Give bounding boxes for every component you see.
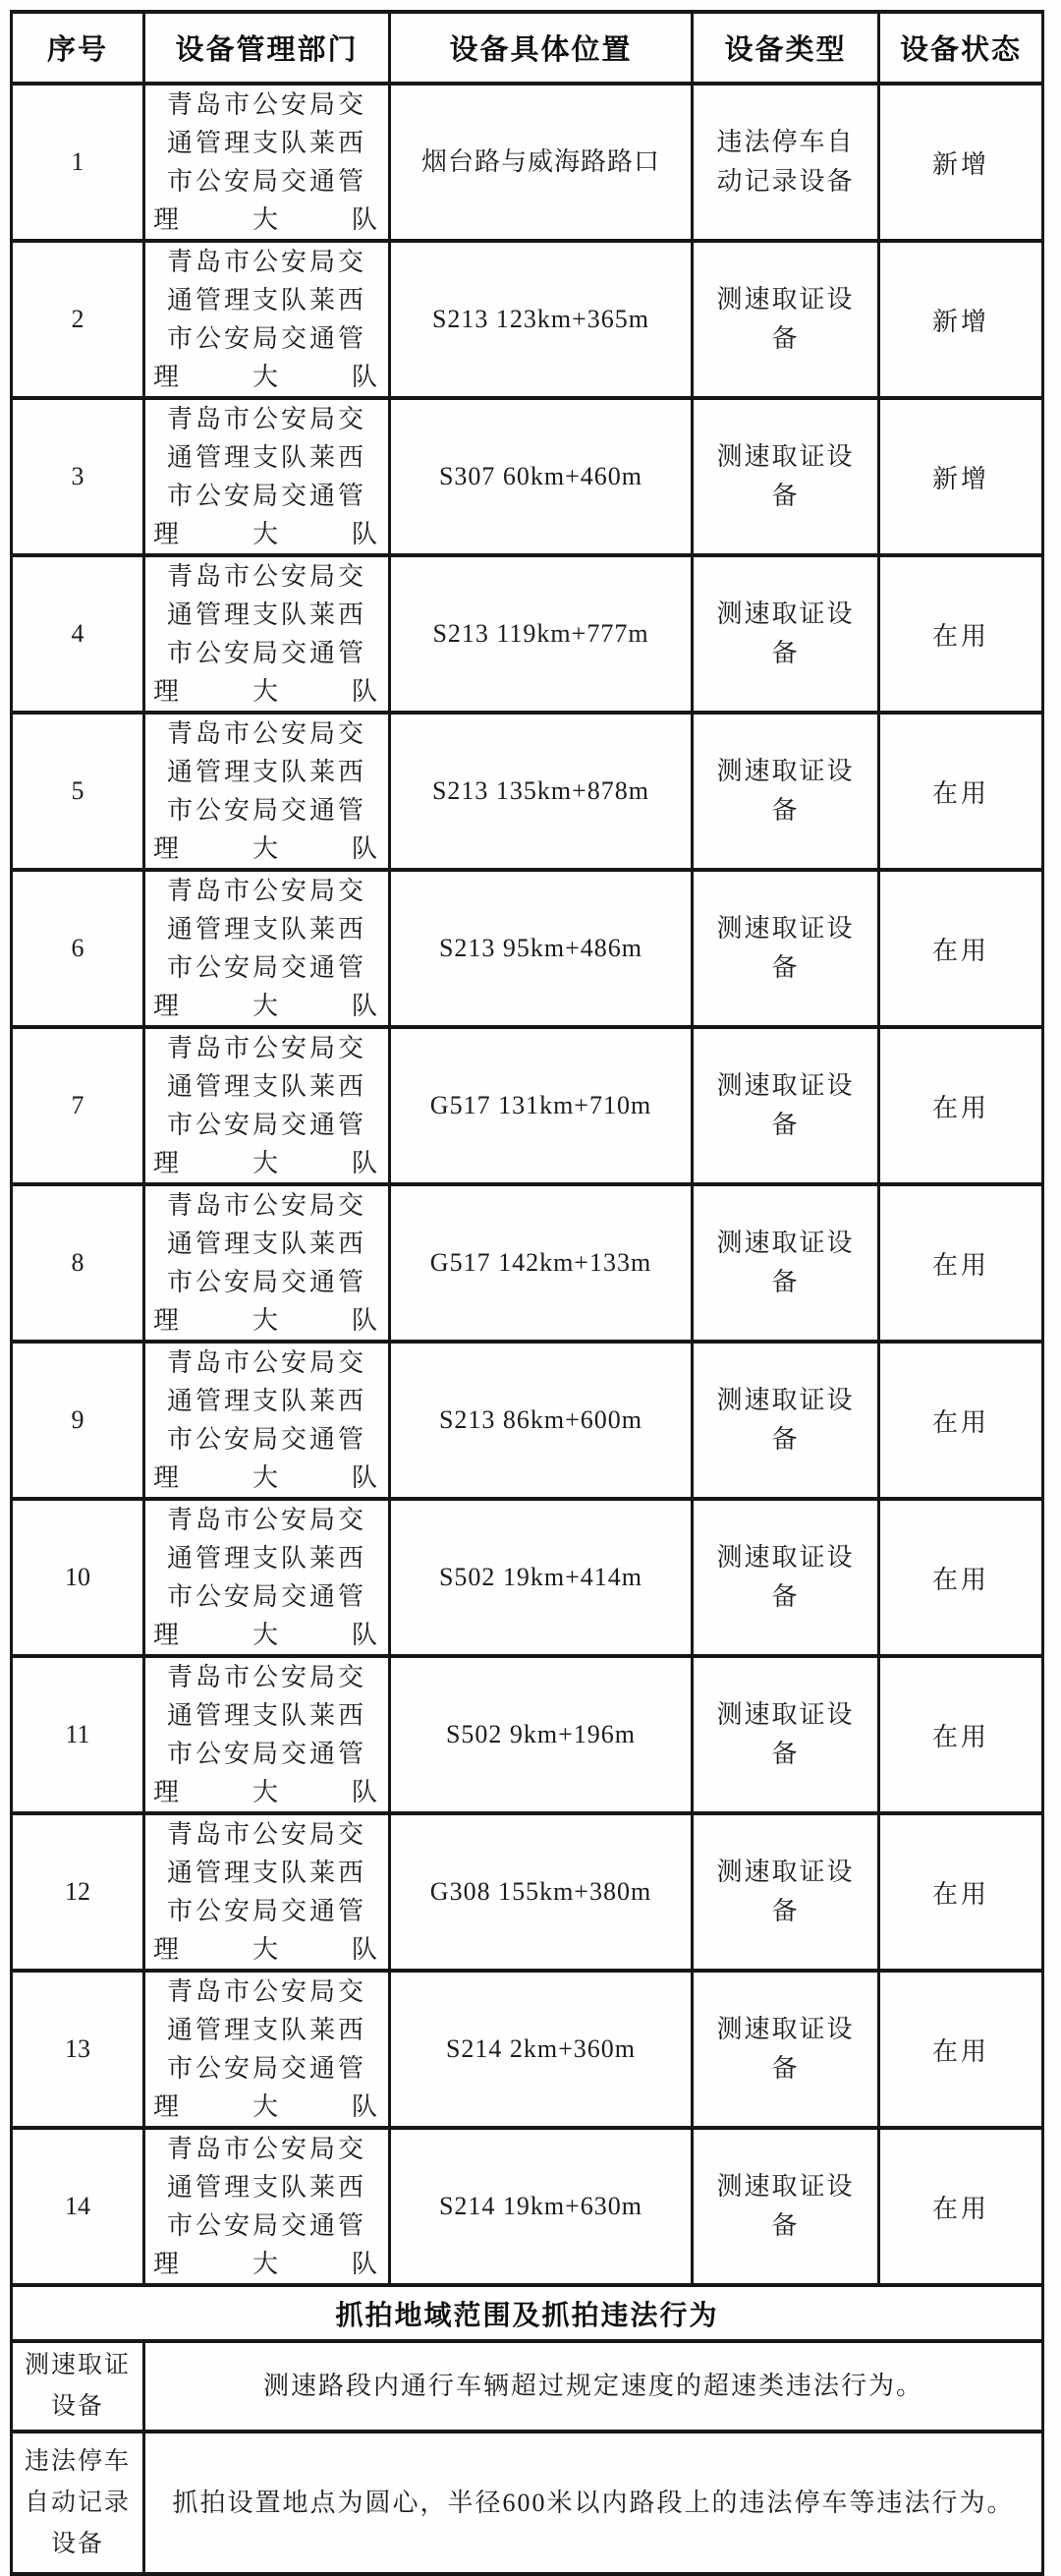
header-row — [12, 12, 1043, 84]
cell-device-status: 在用 — [879, 1027, 1043, 1184]
table-row — [12, 1656, 1043, 1813]
cell-device-type: 测速取证设备 — [693, 1499, 879, 1656]
table-footer — [12, 2285, 1043, 2574]
cell-location: S307 60km+460m — [390, 398, 693, 555]
cell-device-status: 在用 — [879, 1813, 1043, 1971]
cell-device-type: 测速取证设备 — [693, 1184, 879, 1342]
cell-device-type: 测速取证设备 — [693, 1971, 879, 2128]
table-body — [12, 84, 1043, 2285]
cell-row-number: 4 — [12, 555, 144, 713]
cell-device-status: 在用 — [879, 1971, 1043, 2128]
cell-row-number: 9 — [12, 1342, 144, 1499]
cell-device-status: 在用 — [879, 555, 1043, 713]
cell-device-status: 新增 — [879, 398, 1043, 555]
table-row — [12, 1499, 1043, 1656]
cell-device-type: 违法停车自动记录设备 — [693, 84, 879, 241]
table-row — [12, 1813, 1043, 1971]
table-row — [12, 2128, 1043, 2285]
table-row — [12, 1342, 1043, 1499]
cell-row-number: 14 — [12, 2128, 144, 2285]
cell-department: 青岛市公安局交通管理支队莱西市公安局交通管理大队 — [144, 1656, 390, 1813]
cell-location: S213 95km+486m — [390, 870, 693, 1027]
cell-location: G517 142km+133m — [390, 1184, 693, 1342]
header-type: 设备类型 — [693, 12, 879, 84]
cell-department: 青岛市公安局交通管理支队莱西市公安局交通管理大队 — [144, 1971, 390, 2128]
cell-location: S502 9km+196m — [390, 1656, 693, 1813]
cell-location: S213 119km+777m — [390, 555, 693, 713]
cell-row-number: 13 — [12, 1971, 144, 2128]
cell-device-type: 测速取证设备 — [693, 555, 879, 713]
cell-row-number: 6 — [12, 870, 144, 1027]
cell-device-status: 在用 — [879, 870, 1043, 1027]
cell-row-number: 1 — [12, 84, 144, 241]
cell-location: S213 86km+600m — [390, 1342, 693, 1499]
cell-device-status: 在用 — [879, 1342, 1043, 1499]
section-title: 抓拍地域范围及抓拍违法行为 — [12, 2285, 1043, 2341]
table-row — [12, 1027, 1043, 1184]
cell-device-type: 测速取证设备 — [693, 1342, 879, 1499]
section-header-row — [12, 2285, 1043, 2341]
cell-location: S502 19km+414m — [390, 1499, 693, 1656]
cell-row-number: 10 — [12, 1499, 144, 1656]
cell-device-type: 测速取证设备 — [693, 870, 879, 1027]
cell-device-type: 测速取证设备 — [693, 1027, 879, 1184]
cell-device-type: 测速取证设备 — [693, 713, 879, 870]
cell-department: 青岛市公安局交通管理支队莱西市公安局交通管理大队 — [144, 241, 390, 398]
table-row — [12, 713, 1043, 870]
cell-location: G517 131km+710m — [390, 1027, 693, 1184]
table-row — [12, 241, 1043, 398]
table-row — [12, 84, 1043, 241]
cell-department: 青岛市公安局交通管理支队莱西市公安局交通管理大队 — [144, 398, 390, 555]
cell-department: 青岛市公安局交通管理支队莱西市公安局交通管理大队 — [144, 713, 390, 870]
cell-department: 青岛市公安局交通管理支队莱西市公安局交通管理大队 — [144, 1499, 390, 1656]
device-table — [10, 10, 1044, 2576]
cell-location: 烟台路与威海路路口 — [390, 84, 693, 241]
cell-department: 青岛市公安局交通管理支队莱西市公安局交通管理大队 — [144, 2128, 390, 2285]
note-description: 测速路段内通行车辆超过规定速度的超速类违法行为。 — [144, 2341, 1043, 2432]
cell-device-status: 在用 — [879, 1184, 1043, 1342]
cell-location: S213 123km+365m — [390, 241, 693, 398]
cell-row-number: 3 — [12, 398, 144, 555]
cell-location: G308 155km+380m — [390, 1813, 693, 1971]
header-status: 设备状态 — [879, 12, 1043, 84]
cell-row-number: 5 — [12, 713, 144, 870]
note-row-parking — [12, 2432, 1043, 2574]
cell-department: 青岛市公安局交通管理支队莱西市公安局交通管理大队 — [144, 870, 390, 1027]
cell-department: 青岛市公安局交通管理支队莱西市公安局交通管理大队 — [144, 555, 390, 713]
cell-location: S214 2km+360m — [390, 1971, 693, 2128]
table-row — [12, 1971, 1043, 2128]
table-row — [12, 870, 1043, 1027]
cell-location: S213 135km+878m — [390, 713, 693, 870]
cell-device-status: 在用 — [879, 2128, 1043, 2285]
cell-row-number: 8 — [12, 1184, 144, 1342]
header-dept: 设备管理部门 — [144, 12, 390, 84]
cell-device-type: 测速取证设备 — [693, 241, 879, 398]
cell-location: S214 19km+630m — [390, 2128, 693, 2285]
cell-department: 青岛市公安局交通管理支队莱西市公安局交通管理大队 — [144, 1027, 390, 1184]
note-device-label: 违法停车自动记录设备 — [12, 2432, 144, 2574]
note-row-speed — [12, 2341, 1043, 2432]
cell-device-status: 在用 — [879, 1656, 1043, 1813]
cell-row-number: 7 — [12, 1027, 144, 1184]
cell-row-number: 11 — [12, 1656, 144, 1813]
cell-row-number: 2 — [12, 241, 144, 398]
table-row — [12, 1184, 1043, 1342]
cell-department: 青岛市公安局交通管理支队莱西市公安局交通管理大队 — [144, 1342, 390, 1499]
note-device-label: 测速取证设备 — [12, 2341, 144, 2432]
header-location: 设备具体位置 — [390, 12, 693, 84]
cell-device-type: 测速取证设备 — [693, 398, 879, 555]
table-row — [12, 398, 1043, 555]
cell-device-type: 测速取证设备 — [693, 1656, 879, 1813]
note-description: 抓拍设置地点为圆心，半径600米以内路段上的违法停车等违法行为。 — [144, 2432, 1043, 2574]
cell-device-status: 在用 — [879, 1499, 1043, 1656]
cell-device-type: 测速取证设备 — [693, 2128, 879, 2285]
cell-department: 青岛市公安局交通管理支队莱西市公安局交通管理大队 — [144, 84, 390, 241]
cell-department: 青岛市公安局交通管理支队莱西市公安局交通管理大队 — [144, 1184, 390, 1342]
cell-department: 青岛市公安局交通管理支队莱西市公安局交通管理大队 — [144, 1813, 390, 1971]
cell-row-number: 12 — [12, 1813, 144, 1971]
cell-device-type: 测速取证设备 — [693, 1813, 879, 1971]
cell-device-status: 新增 — [879, 84, 1043, 241]
table-row — [12, 555, 1043, 713]
cell-device-status: 新增 — [879, 241, 1043, 398]
header-no: 序号 — [12, 12, 144, 84]
cell-device-status: 在用 — [879, 713, 1043, 870]
